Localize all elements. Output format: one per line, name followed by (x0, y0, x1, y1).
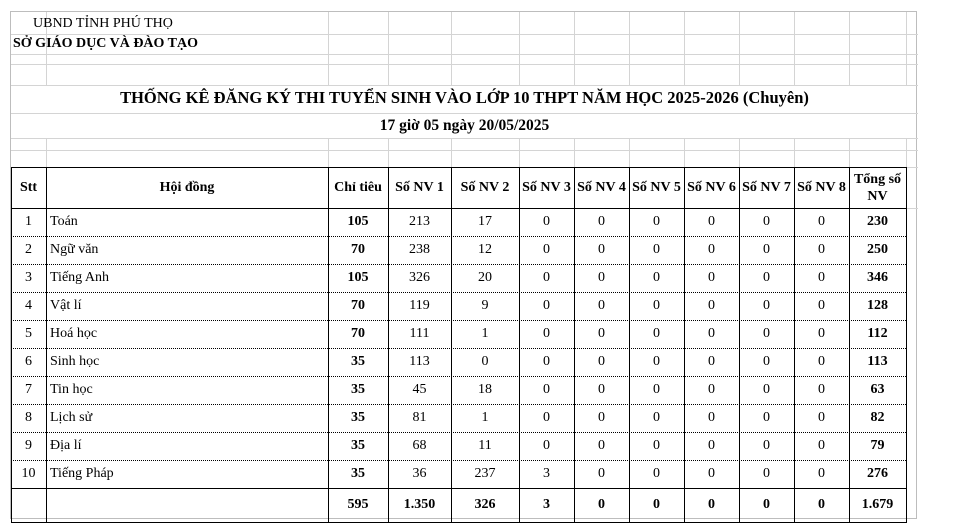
table-cell: 0 (653, 438, 660, 453)
table-border (46, 167, 47, 523)
table-cell: 12 (478, 242, 492, 257)
total-cell: 0 (653, 497, 660, 512)
table-cell: 0 (598, 270, 605, 285)
table-cell: 0 (543, 214, 550, 229)
table-cell: 0 (598, 382, 605, 397)
table-cell: 237 (474, 466, 496, 481)
council-name: Địa lí (50, 438, 82, 453)
table-cell: 0 (818, 410, 825, 425)
grid-line (739, 138, 740, 167)
table-border (11, 167, 12, 523)
column-header (11, 167, 46, 208)
table-cell: 0 (763, 410, 770, 425)
table-cell: 9 (481, 298, 489, 313)
column-header (684, 167, 739, 208)
table-cell: 0 (708, 354, 715, 369)
table-cell: 0 (543, 410, 550, 425)
table-cell: 0 (818, 270, 825, 285)
table-cell: 111 (409, 326, 430, 341)
grid-line (388, 138, 389, 167)
dept-name: SỞ GIÁO DỤC VÀ ĐÀO TẠO (13, 36, 199, 51)
column-header-label: Số NV 5 (632, 180, 681, 195)
column-header (451, 167, 519, 208)
table-cell: 0 (708, 382, 715, 397)
table-cell: 238 (409, 242, 430, 257)
table-cell: 81 (412, 410, 427, 425)
table-cell: 0 (543, 382, 550, 397)
total-cell: 326 (474, 497, 496, 512)
table-cell: 0 (653, 242, 660, 257)
table-cell: 0 (708, 214, 715, 229)
council-name: Tin học (50, 382, 93, 397)
total-cell (11, 488, 46, 522)
table-cell: 0 (818, 438, 825, 453)
table-cell: 7 (25, 382, 32, 397)
column-header-label: Số NV 8 (797, 180, 846, 195)
column-header-label: Số NV 3 (522, 180, 571, 195)
grid-line (794, 12, 795, 85)
table-cell: 0 (653, 270, 660, 285)
total-cell: 3 (543, 497, 550, 512)
table-cell: 0 (653, 382, 660, 397)
table-border (11, 522, 907, 523)
council-name: Vật lí (50, 298, 82, 313)
grid-line (684, 138, 685, 167)
table-cell: 0 (481, 354, 489, 369)
table-cell: 0 (818, 298, 825, 313)
table-cell: 0 (763, 382, 770, 397)
table-cell: 70 (351, 326, 365, 341)
table-cell: 35 (351, 466, 365, 481)
table-cell: 250 (867, 242, 888, 257)
table-border (794, 167, 795, 523)
table-cell: 0 (818, 242, 825, 257)
column-header-label: Số NV 2 (460, 180, 510, 195)
grid-line (519, 138, 520, 167)
column-header (519, 167, 574, 208)
table-cell: 0 (598, 326, 605, 341)
table-cell: 0 (763, 466, 770, 481)
council-name: Ngữ văn (50, 242, 99, 257)
total-cell: 595 (347, 497, 369, 512)
table-cell: 0 (598, 354, 605, 369)
column-header-label: Tổng số NV (853, 171, 902, 204)
table-cell: 0 (763, 242, 770, 257)
table-cell: 0 (543, 242, 550, 257)
table-cell: 0 (653, 410, 660, 425)
table-cell: 0 (708, 298, 715, 313)
column-header (794, 167, 849, 208)
table-cell: 0 (543, 354, 550, 369)
column-header-label: Chỉ tiêu (334, 180, 382, 195)
table-border (11, 167, 907, 168)
column-header-label: Số NV 6 (687, 180, 736, 195)
table-cell: 326 (409, 270, 430, 285)
column-header-label: Số NV 1 (395, 180, 444, 195)
table-cell: 346 (867, 270, 888, 285)
table-cell: 0 (543, 326, 550, 341)
council-name: Lịch sử (50, 410, 93, 425)
grid-line (684, 12, 685, 85)
column-header (739, 167, 794, 208)
table-cell: 82 (870, 410, 885, 425)
table-cell: 0 (598, 438, 605, 453)
table-cell: 230 (867, 214, 888, 229)
grid-line (328, 138, 329, 167)
table-cell: 0 (598, 214, 605, 229)
table-cell: 45 (412, 382, 427, 397)
table-cell: 0 (598, 410, 605, 425)
table-cell: 119 (409, 298, 430, 313)
table-cell: 35 (351, 354, 365, 369)
table-cell: 0 (763, 214, 770, 229)
grid-line (794, 138, 795, 167)
column-header (46, 167, 328, 208)
table-cell: 70 (351, 298, 365, 313)
table-cell: 0 (653, 354, 660, 369)
table-cell: 11 (478, 438, 492, 453)
grid-line (11, 64, 918, 65)
table-cell: 36 (412, 466, 427, 481)
grid-line (849, 138, 850, 167)
total-cell: 0 (708, 497, 715, 512)
table-border (739, 167, 740, 523)
table-border (11, 208, 907, 209)
table-border (684, 167, 685, 523)
report-title: THỐNG KÊ ĐĂNG KÝ THI TUYỂN SINH VÀO LỚP 10 THPT NĂM HỌC 2025-2026 (Chuyên) (120, 88, 809, 107)
grid-line (451, 12, 452, 85)
table-cell: 0 (543, 270, 550, 285)
grid-line (11, 138, 918, 139)
council-name: Tiếng Anh (50, 270, 110, 285)
table-cell: 0 (653, 326, 660, 341)
grid-line (574, 138, 575, 167)
table-cell: 105 (347, 214, 369, 229)
grid-line (519, 12, 520, 85)
table-cell: 213 (409, 214, 430, 229)
table-cell: 0 (763, 298, 770, 313)
council-name: Tiếng Pháp (50, 466, 114, 481)
council-name: Sinh học (50, 354, 100, 369)
table-border (629, 167, 630, 523)
table-cell: 0 (818, 382, 825, 397)
grid-line (46, 138, 47, 167)
total-cell: 0 (598, 497, 605, 512)
table-cell: 0 (543, 438, 550, 453)
table-cell: 276 (867, 466, 888, 481)
table-border (388, 167, 389, 523)
table-border (451, 167, 452, 523)
grid-line (451, 138, 452, 167)
grid-line (574, 12, 575, 85)
table-cell: 0 (653, 214, 660, 229)
column-header (849, 167, 906, 208)
table-border (906, 167, 907, 523)
total-cell: 0 (763, 497, 770, 512)
table-cell: 17 (478, 214, 492, 229)
table-cell: 0 (818, 354, 825, 369)
grid-line (629, 12, 630, 85)
grid-line (849, 12, 850, 85)
grid-line (11, 150, 918, 151)
table-cell: 10 (21, 466, 36, 481)
table-cell: 70 (351, 242, 365, 257)
grid-line (906, 12, 907, 85)
table-cell: 0 (708, 326, 715, 341)
total-cell: 1.350 (403, 497, 436, 512)
column-header (388, 167, 451, 208)
org-name: UBND TỈNH PHÚ THỌ (33, 16, 173, 31)
table-cell: 20 (478, 270, 492, 285)
report-timestamp: 17 giờ 05 ngày 20/05/2025 (379, 117, 550, 134)
table-cell: 35 (351, 410, 365, 425)
table-cell: 0 (818, 214, 825, 229)
table-cell: 0 (763, 354, 770, 369)
table-cell: 0 (708, 410, 715, 425)
table-cell: 0 (763, 326, 770, 341)
table-cell: 0 (708, 438, 715, 453)
grid-line (629, 138, 630, 167)
column-header-label: Số NV 7 (742, 180, 791, 195)
column-header (574, 167, 629, 208)
column-header (629, 167, 684, 208)
table-cell: 63 (870, 382, 885, 397)
table-cell: 4 (25, 298, 32, 313)
table-cell: 79 (870, 438, 885, 453)
table-cell: 9 (25, 438, 32, 453)
grid-line (328, 12, 329, 85)
grid-line (739, 12, 740, 85)
table-cell: 0 (598, 242, 605, 257)
table-cell: 18 (478, 382, 492, 397)
column-header-label: Hội đồng (159, 180, 215, 195)
total-cell: 1.679 (861, 497, 894, 512)
table-cell: 3 (543, 466, 550, 481)
council-name: Hoá học (50, 326, 98, 341)
table-cell: 0 (653, 466, 660, 481)
table-cell: 0 (653, 298, 660, 313)
table-cell: 1 (481, 326, 489, 341)
table-cell: 35 (351, 438, 365, 453)
column-header-label: Số NV 4 (577, 180, 626, 195)
table-border (849, 167, 850, 523)
total-cell (46, 488, 328, 522)
table-cell: 0 (818, 466, 825, 481)
table-border (519, 167, 520, 523)
table-cell: 113 (409, 354, 430, 369)
table-border (11, 488, 907, 489)
table-cell: 0 (763, 270, 770, 285)
table-cell: 1 (25, 214, 32, 229)
table-border (328, 167, 329, 523)
total-cell: 0 (818, 497, 825, 512)
table-cell: 0 (818, 326, 825, 341)
table-cell: 0 (708, 466, 715, 481)
grid-line (388, 12, 389, 85)
table-cell: 113 (867, 354, 888, 369)
table-cell: 1 (481, 410, 489, 425)
table-cell: 6 (25, 354, 32, 369)
table-cell: 2 (25, 242, 32, 257)
table-cell: 0 (708, 242, 715, 257)
table-cell: 35 (351, 382, 365, 397)
column-header-label: Stt (19, 180, 38, 195)
council-name: Toán (50, 214, 78, 229)
table-cell: 5 (25, 326, 32, 341)
table-cell: 105 (347, 270, 369, 285)
table-cell: 68 (412, 438, 427, 453)
table-cell: 0 (598, 466, 605, 481)
column-header (328, 167, 388, 208)
table-cell: 112 (867, 326, 888, 341)
table-cell: 8 (25, 410, 32, 425)
table-cell: 3 (25, 270, 32, 285)
grid-line (11, 54, 918, 55)
table-border (574, 167, 575, 523)
table-cell: 0 (763, 438, 770, 453)
table-cell: 0 (543, 298, 550, 313)
table-cell: 0 (708, 270, 715, 285)
table-cell: 128 (867, 298, 888, 313)
table-cell: 0 (598, 298, 605, 313)
spreadsheet (10, 11, 917, 519)
grid-line (906, 138, 907, 167)
